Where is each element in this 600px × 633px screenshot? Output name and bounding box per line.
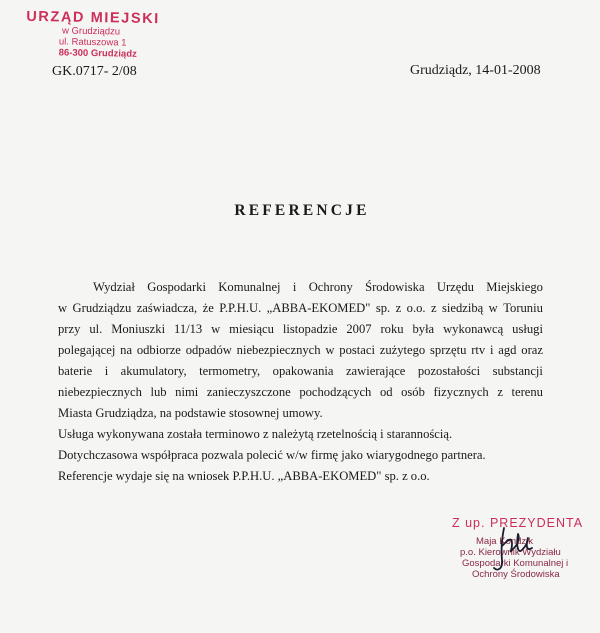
body-line	[58, 361, 543, 382]
body-word: akumulatory,	[120, 364, 187, 378]
office-stamp-street: ul. Ratuszowa 1	[58, 36, 127, 49]
office-stamp-city: w Grudziądzu	[61, 25, 121, 38]
body-word: od	[379, 385, 393, 399]
body-word: nimi	[175, 385, 199, 399]
document-title: REFERENCJE	[234, 202, 370, 219]
body-line	[58, 382, 543, 403]
body-word: miesiącu	[229, 322, 274, 336]
body-word: Gospodarki	[147, 280, 206, 294]
body-word: Komunalnej	[218, 280, 281, 294]
body-word: ul.	[89, 322, 103, 336]
office-stamp-title: URZĄD MIEJSKI	[26, 8, 161, 28]
body-word: Środowiska	[365, 280, 425, 294]
body-word: siedzibą	[441, 301, 484, 315]
body-word: P.P.H.U.	[219, 301, 262, 315]
body-word: zanieczyszczone	[206, 385, 291, 399]
body-word: lub	[150, 385, 167, 399]
body-word: oraz	[521, 343, 543, 357]
document-date: Grudziądz, 14-01-2008	[410, 63, 541, 78]
body-word: Ochrony	[308, 280, 353, 294]
signatory-position: p.o. Kierownik Wydziału	[460, 547, 561, 558]
body-word: Wydział	[93, 280, 135, 294]
body-word: że	[202, 301, 214, 315]
body-word: roku	[380, 322, 404, 336]
handwritten-signature	[482, 524, 542, 576]
body-word: Moniuszki	[111, 322, 166, 336]
body-word: niebezpiecznych	[236, 343, 321, 357]
body-line: Miasta Grudziądza, na podstawie stosownej umowy.	[58, 406, 323, 420]
signatory-department-line2: Ochrony Środowiska	[472, 569, 560, 580]
body-word: w	[325, 343, 335, 357]
body-word: i	[490, 343, 494, 357]
body-word: rtv	[471, 343, 486, 357]
body-word: baterie	[58, 364, 93, 378]
body-word: o.o.	[406, 301, 426, 315]
body-word: była	[412, 322, 435, 336]
body-line	[58, 340, 543, 361]
body-word: Toruniu	[503, 301, 543, 315]
body-word: zawierające	[345, 364, 406, 378]
body-word: przy	[58, 322, 81, 336]
body-word: termometry,	[199, 364, 261, 378]
body-paragraph-quality: Usługa wykonywana została terminowo z należytą rzetelnością i starannością.	[58, 427, 453, 441]
body-word: 11/13	[173, 322, 203, 336]
body-word: w	[488, 301, 498, 315]
body-paragraph-recommendation: Dotychczasowa współpraca pozwala polecić w/w firmę jako wiarygodnego partnera.	[58, 448, 486, 462]
signatory-name: Maja Kondzik	[476, 536, 534, 547]
body-word: fizycznych	[433, 385, 489, 399]
body-word: odpadów	[185, 343, 232, 357]
body-word: sp.	[375, 301, 391, 315]
reference-number: GK.0717- 2/08	[52, 64, 137, 79]
body-word: wykonawcą	[443, 322, 504, 336]
body-word: pochodzących	[299, 385, 372, 399]
body-word: agd	[498, 343, 517, 357]
body-word: terenu	[511, 385, 543, 399]
body-word: 2007	[346, 322, 372, 336]
letter-body	[58, 277, 543, 487]
body-word: substancji	[492, 364, 543, 378]
body-word: „ABBA-EKOMED"	[266, 301, 371, 315]
body-word: postaci	[339, 343, 375, 357]
body-word: w	[58, 301, 68, 315]
body-word: z	[430, 301, 437, 315]
body-word: Miejskiego	[486, 280, 543, 294]
body-word: zużytego	[379, 343, 426, 357]
body-word: sprzętu	[430, 343, 467, 357]
body-word: niebezpiecznych	[58, 385, 142, 399]
body-line	[58, 319, 543, 340]
body-word: Grudziądzu	[72, 301, 132, 315]
body-word: listopadzie	[282, 322, 338, 336]
body-word: Urzędu	[436, 280, 474, 294]
body-word: w	[211, 322, 221, 336]
body-word: pozostałości	[417, 364, 481, 378]
signature-stamp-heading: Z up. PREZYDENTA	[452, 516, 584, 530]
body-word: z	[395, 301, 402, 315]
body-word: osób	[401, 385, 425, 399]
body-word: opakowania	[272, 364, 334, 378]
body-word: polegającej	[58, 343, 116, 357]
body-paragraph-request: Referencje wydaje się na wniosek P.P.H.U. „ABBA-EKOMED" sp. z o.o.	[58, 469, 430, 483]
office-stamp-postal: 86-300 Grudziądz	[58, 47, 137, 60]
body-line	[58, 298, 543, 319]
office-stamp	[26, 9, 160, 60]
body-word: zaświadcza,	[136, 301, 198, 315]
body-line	[58, 277, 543, 298]
body-word: odbiorze	[136, 343, 181, 357]
body-word: i	[104, 364, 109, 378]
body-word: na	[120, 343, 133, 357]
signatory-department-line1: Gospodarki Komunalnej i	[462, 558, 569, 569]
body-word: z	[497, 385, 503, 399]
body-word: usługi	[512, 322, 543, 336]
body-word: i	[292, 280, 297, 294]
